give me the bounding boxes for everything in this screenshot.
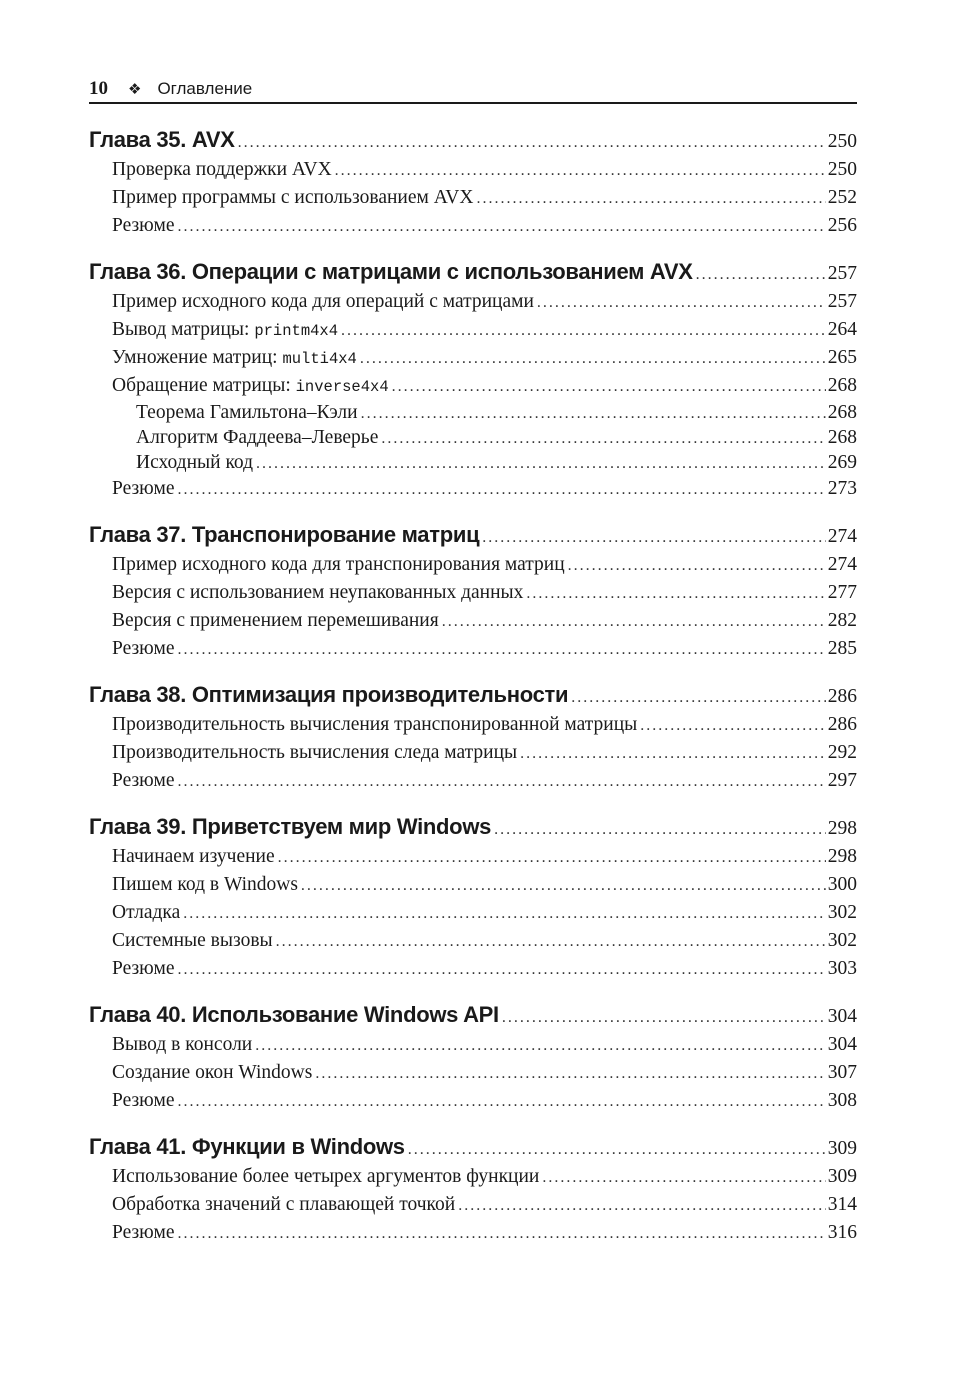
section-entry[interactable] — [89, 607, 857, 635]
entry-title — [112, 635, 175, 663]
chapter-page: 274 — [827, 526, 857, 547]
entry-page: 309 — [827, 1166, 857, 1187]
chapter-title: Глава 39. Приветствуем мир Windows — [89, 814, 492, 839]
entry-code: multi4x4 — [282, 350, 357, 368]
chapter-page: 250 — [827, 131, 857, 152]
entry-page: 285 — [827, 638, 857, 659]
dot-leader — [526, 580, 825, 607]
dot-leader — [568, 552, 826, 579]
dot-leader — [392, 373, 826, 400]
section-entry[interactable] — [89, 184, 857, 212]
entry-page: 250 — [827, 159, 857, 180]
running-header — [89, 76, 857, 104]
subsubsection-entry[interactable] — [89, 450, 857, 475]
section-entry[interactable] — [89, 1031, 857, 1059]
toc-chapter — [89, 1131, 857, 1247]
entry-title — [136, 425, 378, 450]
dot-leader — [542, 1164, 825, 1191]
entry-title — [112, 711, 637, 739]
entry-title — [112, 551, 565, 579]
entry-text: Проверка поддержки AVX — [112, 159, 332, 180]
entry-page: 300 — [827, 874, 857, 895]
dot-leader — [178, 1088, 826, 1115]
dot-leader — [482, 522, 825, 551]
chapter-page: 286 — [827, 686, 857, 707]
section-entry[interactable] — [89, 1163, 857, 1191]
toc-chapter — [89, 679, 857, 795]
entry-title — [112, 579, 523, 607]
entry-text: Вывод матрицы: — [112, 319, 255, 340]
entry-text: Создание окон Windows — [112, 1062, 313, 1083]
entry-page: 277 — [827, 582, 857, 603]
dot-leader — [278, 844, 826, 871]
entry-text: Версия с использованием неупакованных данных — [112, 582, 524, 603]
entry-page: 268 — [827, 375, 857, 396]
entry-title — [112, 767, 175, 795]
section-entry[interactable] — [89, 955, 857, 983]
toc-chapter — [89, 124, 857, 240]
entry-page: 297 — [827, 770, 857, 791]
entry-title — [136, 400, 358, 425]
entry-text: Обработка значений с плавающей точкой — [112, 1194, 456, 1215]
entry-text: Версия с применением перемешивания — [112, 610, 439, 631]
entry-page: 269 — [827, 452, 857, 473]
entry-page: 302 — [827, 902, 857, 923]
section-entry[interactable] — [89, 739, 857, 767]
section-entry[interactable] — [89, 1219, 857, 1247]
entry-title — [112, 184, 473, 212]
section-entry[interactable] — [89, 1059, 857, 1087]
section-entry[interactable] — [89, 871, 857, 899]
entry-text: Вывод в консоли — [112, 1034, 253, 1055]
entry-page: 286 — [827, 714, 857, 735]
dot-leader — [458, 1192, 826, 1219]
entry-text: Резюме — [112, 215, 175, 236]
entry-title — [112, 316, 338, 344]
entry-text: Резюме — [112, 958, 175, 979]
entry-page: 264 — [827, 319, 857, 340]
table-of-contents — [89, 124, 857, 1263]
entry-title — [112, 288, 534, 316]
entry-page: 316 — [827, 1222, 857, 1243]
dot-leader — [183, 900, 825, 927]
entry-page: 256 — [827, 215, 857, 236]
entry-title — [136, 450, 253, 475]
section-entry[interactable] — [89, 156, 857, 184]
dot-leader — [256, 451, 826, 475]
section-entry[interactable] — [89, 551, 857, 579]
dot-leader — [520, 740, 826, 767]
dot-leader — [494, 814, 826, 843]
chapter-entry[interactable] — [89, 256, 857, 288]
section-title: Оглавление — [157, 79, 253, 98]
entry-text: Резюме — [112, 1090, 175, 1111]
dot-leader — [178, 636, 826, 663]
dot-leader — [315, 1060, 825, 1087]
entry-text: Пример исходного кода для транспонирования матриц — [112, 554, 565, 575]
dot-leader — [502, 1002, 826, 1031]
entry-page: 304 — [827, 1034, 857, 1055]
dot-leader — [178, 213, 826, 240]
chapter-title: Глава 36. Операции с матрицами с использованием AVX — [89, 259, 693, 284]
chapter-entry[interactable] — [89, 1131, 857, 1163]
entry-title — [112, 739, 517, 767]
entry-title — [112, 372, 389, 400]
chapter-title: Глава 40. Использование Windows API — [89, 1002, 499, 1027]
section-entry[interactable] — [89, 635, 857, 663]
entry-title — [112, 1219, 175, 1247]
entry-text: Теорема Гамильтона–Кэли — [136, 402, 358, 423]
subsubsection-entry[interactable] — [89, 425, 857, 450]
chapter-title: Глава 35. AVX — [89, 127, 235, 152]
chapter-entry[interactable] — [89, 679, 857, 711]
entry-text: Системные вызовы — [112, 930, 273, 951]
chapter-entry[interactable] — [89, 519, 857, 551]
entry-title — [112, 871, 298, 899]
dot-leader — [178, 768, 826, 795]
entry-title — [112, 1031, 252, 1059]
section-entry[interactable] — [89, 475, 857, 503]
entry-text: Использование более четырех аргументов функции — [112, 1166, 540, 1187]
dot-leader — [178, 476, 826, 503]
section-entry[interactable] — [89, 344, 857, 372]
section-entry[interactable] — [89, 372, 857, 400]
dot-leader — [696, 259, 826, 288]
entry-text: Умножение матриц: — [112, 347, 283, 368]
page-number: 10 — [89, 78, 108, 99]
entry-text: Резюме — [112, 770, 175, 791]
entry-text: Исходный код — [136, 452, 254, 473]
entry-page: 282 — [827, 610, 857, 631]
section-entry[interactable] — [89, 1087, 857, 1115]
entry-title — [112, 1087, 175, 1115]
chapter-page: 309 — [827, 1138, 857, 1159]
dot-leader — [571, 682, 826, 711]
dot-leader — [408, 1134, 826, 1163]
entry-text: Резюме — [112, 1222, 175, 1243]
entry-page: 298 — [827, 846, 857, 867]
entry-page: 308 — [827, 1090, 857, 1111]
entry-page: 292 — [827, 742, 857, 763]
entry-title — [112, 899, 180, 927]
entry-page: 268 — [827, 427, 857, 448]
dot-leader — [238, 127, 826, 156]
entry-text: Начинаем изучение — [112, 846, 275, 867]
entry-page: 273 — [827, 478, 857, 499]
entry-page: 268 — [827, 402, 857, 423]
dot-leader — [442, 608, 826, 635]
subsubsection-entry[interactable] — [89, 400, 857, 425]
toc-chapter — [89, 999, 857, 1115]
entry-page: 314 — [827, 1194, 857, 1215]
entry-title — [112, 607, 439, 635]
toc-chapter — [89, 519, 857, 663]
section-entry[interactable] — [89, 899, 857, 927]
section-entry[interactable] — [89, 1191, 857, 1219]
entry-title — [112, 156, 332, 184]
dot-leader — [341, 317, 826, 344]
dot-leader — [381, 426, 825, 450]
dot-leader — [361, 401, 826, 425]
dot-leader — [640, 712, 825, 739]
entry-text: Пример исходного кода для операций с матрицами — [112, 291, 534, 312]
entry-text: Резюме — [112, 638, 175, 659]
section-entry[interactable] — [89, 711, 857, 739]
entry-page: 302 — [827, 930, 857, 951]
entry-code: printm4x4 — [254, 322, 339, 340]
chapter-title: Глава 38. Оптимизация производительности — [89, 682, 569, 707]
dot-leader — [276, 928, 826, 955]
chapter-page: 257 — [827, 263, 857, 284]
entry-title — [112, 843, 275, 871]
section-entry[interactable] — [89, 316, 857, 344]
entry-text: Пример программы с использованием AVX — [112, 187, 474, 208]
entry-page: 307 — [827, 1062, 857, 1083]
entry-text: Производительность вычисления транспонированной матрицы — [112, 714, 638, 735]
entry-page: 303 — [827, 958, 857, 979]
entry-page: 274 — [827, 554, 857, 575]
section-entry[interactable] — [89, 212, 857, 240]
section-entry[interactable] — [89, 579, 857, 607]
dot-leader — [360, 345, 826, 372]
chapter-entry[interactable] — [89, 124, 857, 156]
dot-leader — [537, 289, 826, 316]
entry-text: Обращение матрицы: — [112, 375, 296, 396]
entry-page: 257 — [827, 291, 857, 312]
entry-title — [112, 955, 175, 983]
dot-leader — [255, 1032, 826, 1059]
section-entry[interactable] — [89, 927, 857, 955]
entry-code: inverse4x4 — [295, 378, 389, 396]
entry-title — [112, 1163, 539, 1191]
toc-chapter — [89, 811, 857, 983]
entry-text: Производительность вычисления следа матрицы — [112, 742, 518, 763]
dot-leader — [301, 872, 826, 899]
entry-page: 265 — [827, 347, 857, 368]
entry-title — [112, 344, 357, 372]
chapter-title: Глава 37. Транспонирование матриц — [89, 522, 480, 547]
entry-title — [112, 1191, 455, 1219]
chapter-entry[interactable] — [89, 811, 857, 843]
entry-page: 252 — [827, 187, 857, 208]
chapter-page: 298 — [827, 818, 857, 839]
dot-leader — [178, 1220, 826, 1247]
entry-text: Резюме — [112, 478, 175, 499]
section-entry[interactable] — [89, 767, 857, 795]
entry-title — [112, 1059, 312, 1087]
entry-text: Пишем код в Windows — [112, 874, 298, 895]
ornament-icon: ❖ — [128, 80, 142, 98]
entry-title — [112, 927, 273, 955]
chapter-title: Глава 41. Функции в Windows — [89, 1134, 405, 1159]
section-entry[interactable] — [89, 843, 857, 871]
chapter-page: 304 — [827, 1006, 857, 1027]
entry-text: Алгоритм Фаддеева–Леверье — [136, 427, 379, 448]
section-entry[interactable] — [89, 288, 857, 316]
entry-text: Отладка — [112, 902, 181, 923]
entry-title — [112, 212, 175, 240]
dot-leader — [476, 185, 825, 212]
dot-leader — [178, 956, 826, 983]
chapter-entry[interactable] — [89, 999, 857, 1031]
toc-chapter — [89, 256, 857, 503]
entry-title — [112, 475, 175, 503]
dot-leader — [335, 157, 826, 184]
